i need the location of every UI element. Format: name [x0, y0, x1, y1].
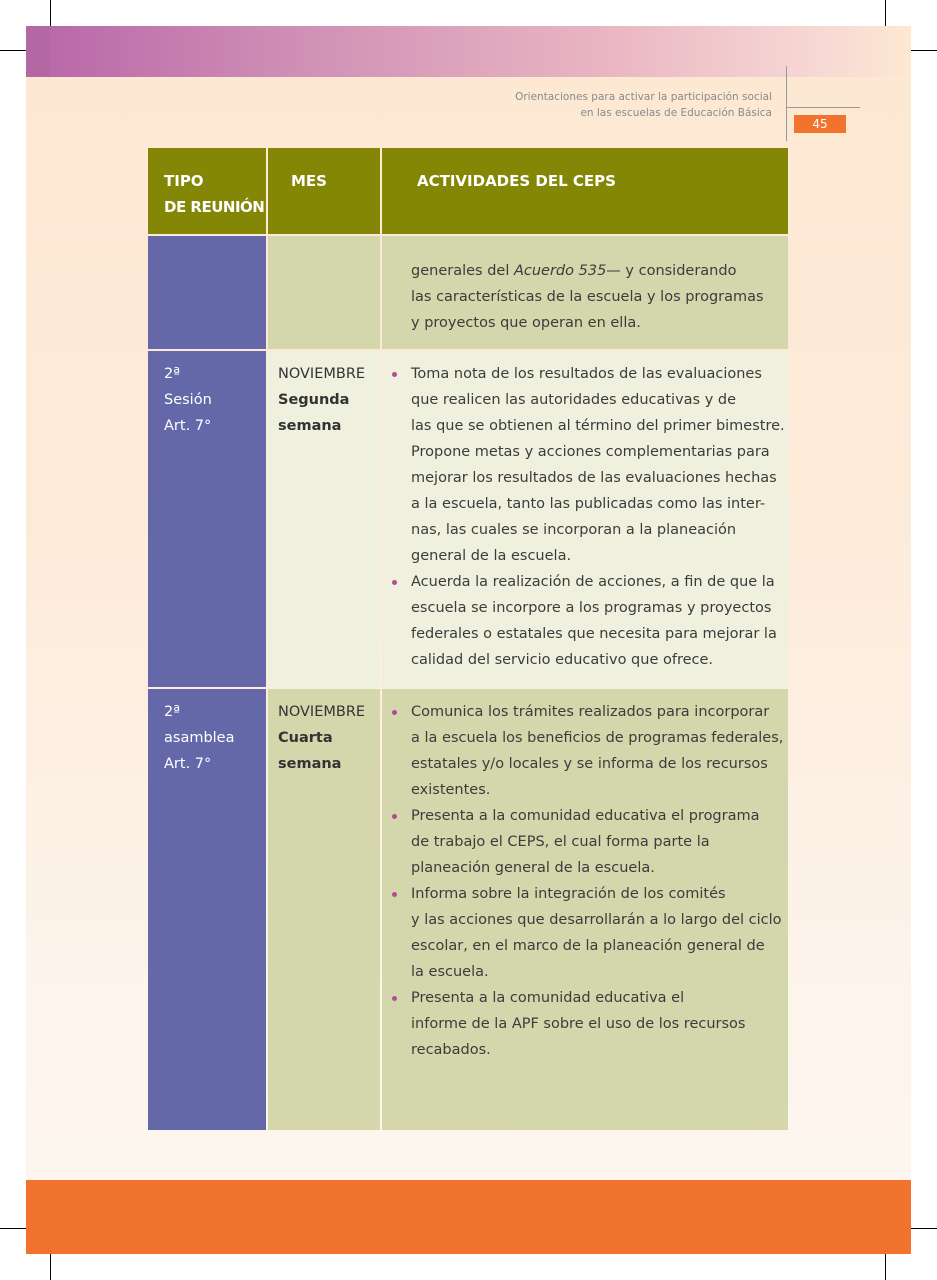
crop-mark — [0, 1228, 26, 1229]
bottom-decorative-band — [26, 1180, 911, 1254]
header-tipo-line1: TIPO — [164, 172, 204, 190]
row-mes-week-label: semana — [278, 418, 342, 434]
crop-mark — [911, 1228, 937, 1229]
header-actividades-label: ACTIVIDADES DEL CEPS — [417, 172, 616, 190]
activities-list — [411, 699, 788, 1063]
crop-mark — [50, 1254, 51, 1280]
crop-mark — [0, 50, 26, 51]
row-tipo-name: asamblea — [164, 730, 235, 746]
continuation-activities-cell — [382, 236, 788, 349]
running-header-line1: Orientaciones para activar la participación social — [515, 91, 772, 103]
row-tipo-name: Sesión — [164, 392, 212, 408]
row-mes-week: Segunda — [278, 392, 350, 408]
row-tipo-ordinal: 2ª — [164, 366, 181, 382]
crop-mark — [885, 0, 886, 26]
header-actividades — [382, 148, 788, 234]
header-divider-vertical — [786, 66, 787, 141]
header-divider-horizontal — [786, 107, 860, 108]
running-header-line2: en las escuelas de Educación Básica — [580, 107, 772, 119]
acuerdo-reference: Acuerdo 535 — [513, 263, 607, 279]
continuation-mes-cell — [268, 236, 380, 349]
header-tipo-line2: DE REUNIÓN — [164, 198, 265, 216]
continuation-tipo-cell — [148, 236, 266, 349]
row-asamblea-activities-cell — [382, 689, 788, 1130]
crop-mark — [911, 50, 937, 51]
activity-item: Presenta a la comunidad educativa el informe de la APF sobre el uso de los recursos recabados. — [411, 985, 788, 1063]
row-mes-month: NOVIEMBRE — [278, 366, 366, 382]
row-sesion-mes-cell — [268, 351, 380, 687]
continuation-line2: las características de la escuela y los programas — [411, 289, 764, 305]
crop-mark — [885, 1254, 886, 1280]
row-mes-week-label: semana — [278, 756, 342, 772]
row-mes-week: Cuarta — [278, 730, 333, 746]
row-asamblea-tipo-cell — [148, 689, 266, 1130]
row-tipo-ordinal: 2ª — [164, 704, 181, 720]
row-sesion-tipo-cell — [148, 351, 266, 687]
row-sesion-activities-cell — [382, 351, 788, 687]
row-mes-month: NOVIEMBRE — [278, 704, 366, 720]
activity-item: Comunica los trámites realizados para incorporar a la escuela los beneficios de programas federales, estatales y/o locales y se informa de los recursos existentes. — [411, 699, 788, 803]
row-tipo-article: Art. 7° — [164, 756, 212, 772]
header-mes-label: MES — [291, 172, 327, 190]
continuation-line1: generales del Acuerdo 535— y considerando — [411, 263, 737, 279]
activity-item: Toma nota de los resultados de las evaluaciones que realicen las autoridades educativas y de las que se obtienen al término del primer bimestre. Propone metas y acciones complementarias para mejorar los resultados de las evaluaciones hechas a la escuela, tanto las publicadas como las inter- nas, las cuales se incorporan a la planeación general de la escuela. — [411, 361, 788, 569]
activities-list — [411, 361, 788, 673]
page-number: 45 — [794, 115, 846, 133]
row-tipo-article: Art. 7° — [164, 418, 212, 434]
row-asamblea-mes-cell — [268, 689, 380, 1130]
activity-item: Informa sobre la integración de los comités y las acciones que desarrollarán a lo largo del ciclo escolar, en el marco de la planeación general de la escuela. — [411, 881, 788, 985]
header-tipo-de-reunion — [148, 148, 266, 234]
running-header — [515, 89, 772, 121]
activity-item: Acuerda la realización de acciones, a fin de que la escuela se incorpore a los programas y proyectos federales o estatales que necesita para mejorar la calidad del servicio educativo que ofrece. — [411, 569, 788, 673]
crop-mark — [50, 0, 51, 26]
header-mes — [268, 148, 380, 234]
activity-item: Presenta a la comunidad educativa el programa de trabajo el CEPS, el cual forma parte la planeación general de la escuela. — [411, 803, 788, 881]
top-decorative-band — [26, 26, 911, 77]
continuation-line3: y proyectos que operan en ella. — [411, 315, 641, 331]
